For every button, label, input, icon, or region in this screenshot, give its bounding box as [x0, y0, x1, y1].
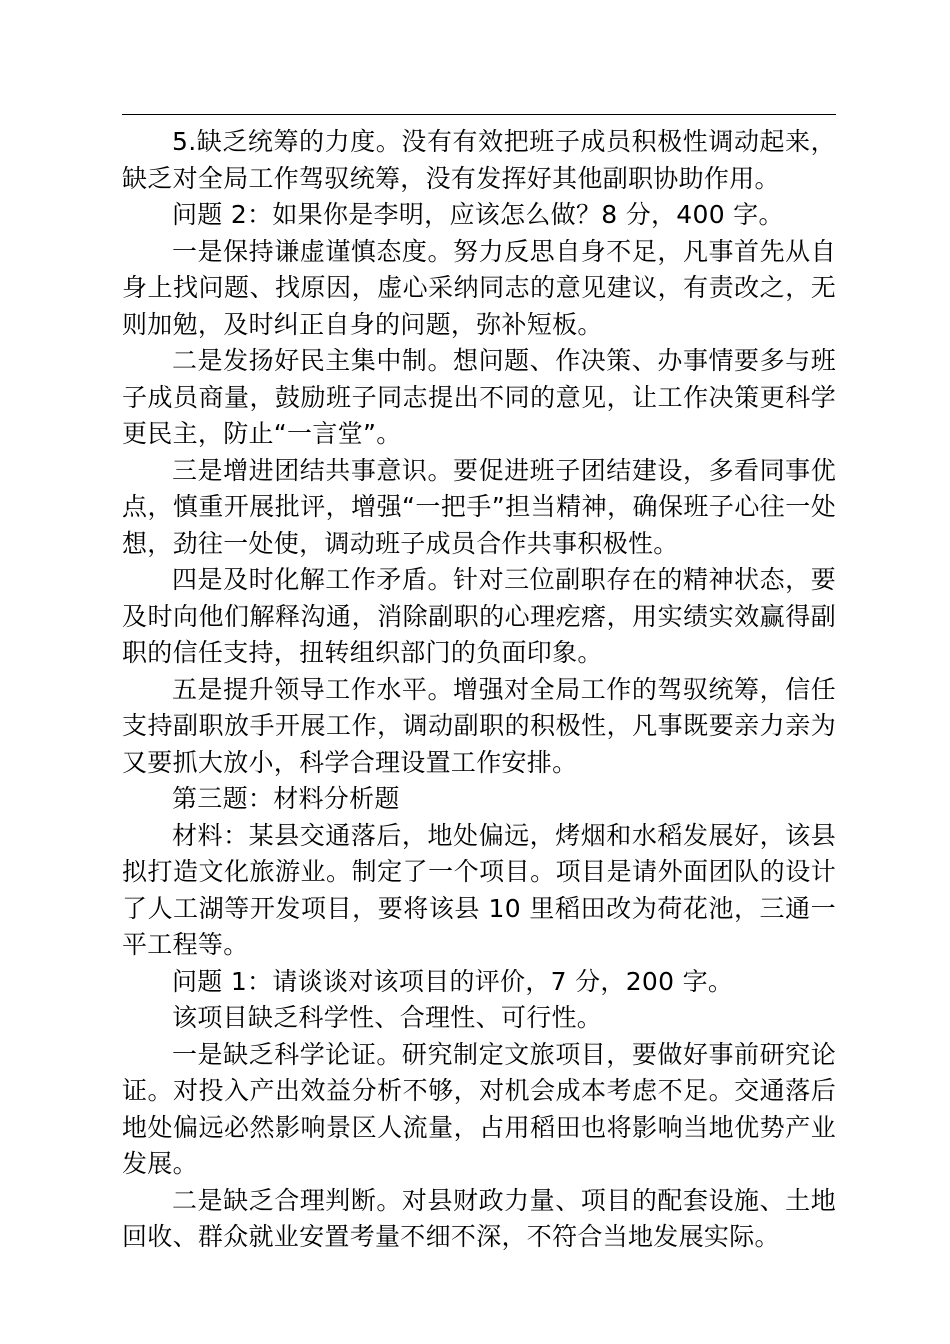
document-body: [122, 124, 836, 1256]
paragraph: 一是缺乏科学论证。研究制定文旅项目，要做好事前研究论证。对投入产出效益分析不够，对机会成本考虑不足。交通落后地处偏远必然影响景区人流量，占用稻田也将影响当地优势产业发展。: [122, 1039, 836, 1178]
paragraph: 三是增进团结共事意识。要促进班子团结建设，多看同事优点，慎重开展批评，增强“一把手”担当精神，确保班子心往一处想，劲往一处使，调动班子成员合作共事积极性。: [122, 455, 836, 558]
paragraph: 二是缺乏合理判断。对县财政力量、项目的配套设施、土地回收、群众就业安置考量不细不深，不符合当地发展实际。: [122, 1185, 836, 1251]
header-rule: [122, 114, 836, 115]
paragraph: 二是发扬好民主集中制。想问题、作决策、办事情要多与班子成员商量，鼓励班子同志提出不同的意见，让工作决策更科学更民主，防止“一言堂”。: [122, 346, 836, 448]
paragraph: 五是提升领导工作水平。增强对全局工作的驾驭统筹，信任支持副职放手开展工作，调动副职的积极性，凡事既要亲力亲为又要抓大放小，科学合理设置工作安排。: [122, 674, 836, 777]
section-heading: 第三题：材料分析题: [172, 784, 400, 813]
paragraph: 该项目缺乏科学性、合理性、可行性。: [172, 1003, 603, 1032]
paragraph: 四是及时化解工作矛盾。针对三位副职存在的精神状态，要及时向他们解释沟通，消除副职的心理疙瘩，用实绩实效赢得副职的信任支持，扭转组织部门的负面印象。: [122, 565, 836, 667]
paragraph: 材料：某县交通落后，地处偏远，烤烟和水稻发展好，该县拟打造文化旅游业。制定了一个项目。项目是请外面团队的设计了人工湖等开发项目，要将该县 10 里稻田改为荷花池，三通一平工程等。: [122, 820, 836, 959]
paragraph: 5.缺乏统筹的力度。没有有效把班子成员积极性调动起来，缺乏对全局工作驾驭统筹，没有发挥好其他副职协助作用。: [122, 127, 836, 193]
paragraph: 一是保持谦虚谨慎态度。努力反思自身不足，凡事首先从自身上找问题、找原因，虚心采纳同志的意见建议，有责改之，无则加勉，及时纠正自身的问题，弥补短板。: [122, 236, 836, 339]
paragraph: 问题 2：如果你是李明，应该怎么做？8 分，400 字。: [172, 200, 784, 229]
question-heading: 问题 1：请谈谈对该项目的评价，7 分，200 字。: [172, 966, 734, 996]
